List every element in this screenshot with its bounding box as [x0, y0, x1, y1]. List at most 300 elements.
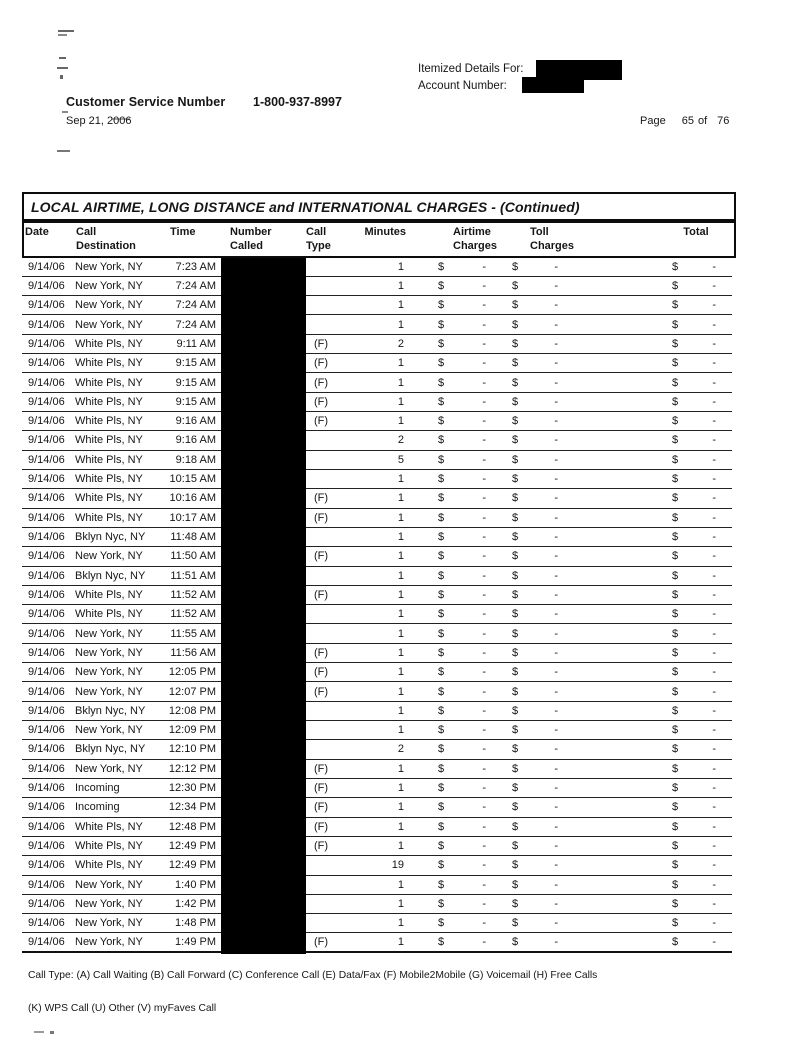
cell-date: 9/14/06 [28, 627, 65, 640]
total-amount: - [712, 531, 716, 544]
currency-symbol: $ [512, 415, 519, 428]
currency-symbol: $ [438, 260, 445, 273]
airtime-amount: - [482, 434, 486, 447]
cell-toll-charges [512, 299, 558, 311]
table-row [22, 895, 732, 914]
cell-toll-charges [512, 319, 558, 331]
currency-symbol: $ [438, 357, 445, 370]
cell-date: 9/14/06 [28, 337, 65, 350]
table-row [22, 663, 732, 682]
cell-call-type: (F) [314, 666, 329, 679]
cell-airtime-charges [438, 550, 486, 562]
cell-total [672, 628, 716, 640]
header-minutes: Minutes [364, 226, 406, 238]
cell-toll-charges [512, 628, 558, 640]
cell-total [672, 512, 716, 524]
currency-symbol: $ [512, 840, 519, 853]
cell-time: 1:42 PM [175, 897, 216, 910]
cell-total [672, 763, 716, 775]
currency-symbol: $ [512, 820, 519, 833]
currency-symbol: $ [512, 588, 519, 601]
cell-destination: White Pls, NY [75, 415, 143, 428]
table-row [22, 431, 732, 450]
toll-amount: - [554, 337, 558, 350]
cell-toll-charges [512, 686, 558, 698]
toll-amount: - [554, 588, 558, 601]
table-row [22, 760, 732, 779]
toll-amount: - [554, 415, 558, 428]
currency-symbol: $ [672, 917, 679, 930]
toll-amount: - [554, 685, 558, 698]
cell-total [672, 473, 716, 485]
toll-amount: - [554, 453, 558, 466]
airtime-amount: - [482, 685, 486, 698]
airtime-amount: - [482, 337, 486, 350]
cell-call-type: (F) [314, 588, 329, 601]
cell-minutes: 2 [397, 743, 404, 756]
cell-call-type: (F) [314, 357, 329, 370]
table-row [22, 393, 732, 412]
cell-airtime-charges [438, 647, 486, 659]
cell-destination: White Pls, NY [75, 395, 143, 408]
cell-time: 11:52 AM [170, 588, 216, 601]
cell-destination: White Pls, NY [75, 337, 143, 350]
toll-amount: - [554, 492, 558, 505]
cell-toll-charges [512, 589, 558, 601]
cell-airtime-charges [438, 763, 486, 775]
cell-toll-charges [512, 782, 558, 794]
currency-symbol: $ [672, 859, 679, 872]
currency-symbol: $ [512, 569, 519, 582]
cell-destination: White Pls, NY [75, 473, 143, 486]
cell-airtime-charges [438, 917, 486, 929]
cell-destination: White Pls, NY [75, 357, 143, 370]
table-row [22, 702, 732, 721]
cell-date: 9/14/06 [28, 299, 65, 312]
page-indicator [640, 115, 729, 127]
table-row [22, 354, 732, 373]
cell-airtime-charges [438, 473, 486, 485]
currency-symbol: $ [438, 279, 445, 292]
airtime-amount: - [482, 588, 486, 601]
cell-airtime-charges [438, 531, 486, 543]
cell-minutes: 1 [397, 897, 404, 910]
cell-time: 12:08 PM [168, 704, 216, 717]
table-row [22, 258, 732, 277]
cell-airtime-charges [438, 454, 486, 466]
cell-minutes: 1 [397, 395, 404, 408]
cell-destination: White Pls, NY [75, 608, 143, 621]
table-row [22, 624, 732, 643]
cell-toll-charges [512, 859, 558, 871]
cell-total [672, 879, 716, 891]
cell-toll-charges [512, 280, 558, 292]
cell-call-type: (F) [314, 337, 329, 350]
currency-symbol: $ [672, 820, 679, 833]
airtime-amount: - [482, 897, 486, 910]
cell-toll-charges [512, 338, 558, 350]
cell-destination: Incoming [75, 782, 120, 795]
currency-symbol: $ [512, 395, 519, 408]
toll-amount: - [554, 279, 558, 292]
toll-amount: - [554, 878, 558, 891]
cell-airtime-charges [438, 879, 486, 891]
customer-service-number: 1-800-937-8997 [253, 95, 342, 109]
airtime-amount: - [482, 704, 486, 717]
total-amount: - [712, 608, 716, 621]
currency-symbol: $ [672, 376, 679, 389]
cell-minutes: 1 [397, 357, 404, 370]
table-row [22, 914, 732, 933]
cell-date: 9/14/06 [28, 260, 65, 273]
currency-symbol: $ [672, 840, 679, 853]
toll-amount: - [554, 627, 558, 640]
cell-destination: New York, NY [75, 762, 143, 775]
cell-total [672, 705, 716, 717]
airtime-amount: - [482, 357, 486, 370]
cell-airtime-charges [438, 782, 486, 794]
table-row [22, 547, 732, 566]
scan-artifact [58, 30, 74, 32]
cell-date: 9/14/06 [28, 685, 65, 698]
cell-call-type: (F) [314, 550, 329, 563]
cell-minutes: 19 [391, 859, 404, 872]
table-row [22, 682, 732, 701]
cell-airtime-charges [438, 357, 486, 369]
table-row [22, 412, 732, 431]
cell-destination: New York, NY [75, 936, 143, 949]
cell-destination: New York, NY [75, 897, 143, 910]
cell-minutes: 1 [397, 531, 404, 544]
toll-amount: - [554, 743, 558, 756]
airtime-amount: - [482, 936, 486, 949]
cell-airtime-charges [438, 628, 486, 640]
currency-symbol: $ [512, 299, 519, 312]
customer-service-label: Customer Service Number [66, 95, 226, 109]
cell-total [672, 434, 716, 446]
currency-symbol: $ [672, 724, 679, 737]
cell-time: 12:09 PM [168, 724, 216, 737]
total-amount: - [712, 453, 716, 466]
total-amount: - [712, 820, 716, 833]
currency-symbol: $ [438, 531, 445, 544]
currency-symbol: $ [672, 627, 679, 640]
currency-symbol: $ [438, 492, 445, 505]
airtime-amount: - [482, 260, 486, 273]
cell-destination: Bklyn Nyc, NY [75, 743, 146, 756]
cell-destination: New York, NY [75, 724, 143, 737]
currency-symbol: $ [672, 318, 679, 331]
currency-symbol: $ [512, 878, 519, 891]
airtime-amount: - [482, 531, 486, 544]
statement-date: Sep 21, 2006 [66, 115, 132, 127]
total-amount: - [712, 724, 716, 737]
cell-toll-charges [512, 879, 558, 891]
currency-symbol: $ [672, 666, 679, 679]
cell-total [672, 801, 716, 813]
cell-minutes: 1 [397, 550, 404, 563]
table-row [22, 489, 732, 508]
cell-total [672, 492, 716, 504]
currency-symbol: $ [438, 801, 445, 814]
cell-destination: White Pls, NY [75, 840, 143, 853]
cell-date: 9/14/06 [28, 936, 65, 949]
cell-destination: New York, NY [75, 685, 143, 698]
cell-total [672, 550, 716, 562]
cell-airtime-charges [438, 666, 486, 678]
currency-symbol: $ [512, 917, 519, 930]
table-title: LOCAL AIRTIME, LONG DISTANCE and INTERNATIONAL CHARGES - (Continued) [31, 198, 580, 215]
cell-toll-charges [512, 261, 558, 273]
cell-time: 10:17 AM [169, 511, 216, 524]
cell-destination: White Pls, NY [75, 453, 143, 466]
cell-date: 9/14/06 [28, 453, 65, 466]
cell-date: 9/14/06 [28, 666, 65, 679]
currency-symbol: $ [672, 434, 679, 447]
cell-toll-charges [512, 917, 558, 929]
cell-time: 7:24 AM [175, 279, 216, 292]
airtime-amount: - [482, 782, 486, 795]
currency-symbol: $ [438, 511, 445, 524]
cell-date: 9/14/06 [28, 646, 65, 659]
currency-symbol: $ [438, 627, 445, 640]
currency-symbol: $ [438, 588, 445, 601]
cell-date: 9/14/06 [28, 840, 65, 853]
cell-date: 9/14/06 [28, 801, 65, 814]
cell-total [672, 377, 716, 389]
total-amount: - [712, 685, 716, 698]
cell-destination: Incoming [75, 801, 120, 814]
currency-symbol: $ [438, 840, 445, 853]
scan-artifact [57, 150, 70, 152]
cell-total [672, 261, 716, 273]
cell-date: 9/14/06 [28, 569, 65, 582]
currency-symbol: $ [438, 376, 445, 389]
airtime-amount: - [482, 318, 486, 331]
cell-toll-charges [512, 434, 558, 446]
airtime-amount: - [482, 859, 486, 872]
cell-toll-charges [512, 666, 558, 678]
currency-symbol: $ [512, 762, 519, 775]
currency-symbol: $ [512, 318, 519, 331]
airtime-amount: - [482, 415, 486, 428]
table-row [22, 567, 732, 586]
currency-symbol: $ [512, 434, 519, 447]
cell-destination: White Pls, NY [75, 511, 143, 524]
currency-symbol: $ [512, 531, 519, 544]
cell-date: 9/14/06 [28, 878, 65, 891]
toll-amount: - [554, 318, 558, 331]
scan-artifact [57, 67, 68, 69]
cell-total [672, 608, 716, 620]
cell-call-type: (F) [314, 395, 329, 408]
currency-symbol: $ [512, 666, 519, 679]
total-amount: - [712, 415, 716, 428]
cell-time: 12:49 PM [168, 859, 216, 872]
cell-date: 9/14/06 [28, 318, 65, 331]
cell-time: 12:12 PM [168, 762, 216, 775]
cell-time: 11:56 AM [170, 646, 216, 659]
cell-airtime-charges [438, 608, 486, 620]
cell-total [672, 319, 716, 331]
cell-time: 12:30 PM [168, 782, 216, 795]
currency-symbol: $ [672, 878, 679, 891]
total-amount: - [712, 917, 716, 930]
currency-symbol: $ [512, 782, 519, 795]
cell-toll-charges [512, 898, 558, 910]
cell-minutes: 1 [397, 704, 404, 717]
cell-total [672, 724, 716, 736]
total-amount: - [712, 743, 716, 756]
currency-symbol: $ [438, 743, 445, 756]
cell-date: 9/14/06 [28, 473, 65, 486]
cell-airtime-charges [438, 338, 486, 350]
cell-minutes: 1 [397, 511, 404, 524]
scan-artifact [60, 75, 63, 79]
cell-date: 9/14/06 [28, 357, 65, 370]
table-header-row [22, 221, 736, 258]
airtime-amount: - [482, 724, 486, 737]
airtime-amount: - [482, 569, 486, 582]
cell-airtime-charges [438, 686, 486, 698]
table-row [22, 335, 732, 354]
currency-symbol: $ [438, 936, 445, 949]
currency-symbol: $ [672, 531, 679, 544]
currency-symbol: $ [672, 569, 679, 582]
toll-amount: - [554, 666, 558, 679]
toll-amount: - [554, 299, 558, 312]
cell-total [672, 782, 716, 794]
cell-total [672, 338, 716, 350]
toll-amount: - [554, 260, 558, 273]
toll-amount: - [554, 473, 558, 486]
cell-destination: New York, NY [75, 666, 143, 679]
cell-time: 12:34 PM [168, 801, 216, 814]
currency-symbol: $ [512, 859, 519, 872]
cell-toll-charges [512, 531, 558, 543]
toll-amount: - [554, 917, 558, 930]
total-amount: - [712, 936, 716, 949]
total-amount: - [712, 646, 716, 659]
airtime-amount: - [482, 550, 486, 563]
total-amount: - [712, 337, 716, 350]
cell-total [672, 821, 716, 833]
cell-toll-charges [512, 357, 558, 369]
cell-toll-charges [512, 454, 558, 466]
cell-airtime-charges [438, 512, 486, 524]
currency-symbol: $ [672, 782, 679, 795]
currency-symbol: $ [438, 473, 445, 486]
total-amount: - [712, 897, 716, 910]
header-call-destination: Call Destination [76, 226, 136, 252]
toll-amount: - [554, 357, 558, 370]
airtime-amount: - [482, 743, 486, 756]
currency-symbol: $ [438, 762, 445, 775]
cell-date: 9/14/06 [28, 743, 65, 756]
cell-call-type: (F) [314, 782, 329, 795]
currency-symbol: $ [438, 453, 445, 466]
table-row [22, 721, 732, 740]
cell-toll-charges [512, 801, 558, 813]
cell-minutes: 1 [397, 936, 404, 949]
cell-toll-charges [512, 570, 558, 582]
airtime-amount: - [482, 395, 486, 408]
page-of-label: of [697, 115, 708, 127]
cell-minutes: 1 [397, 492, 404, 505]
cell-airtime-charges [438, 415, 486, 427]
airtime-amount: - [482, 279, 486, 292]
cell-date: 9/14/06 [28, 376, 65, 389]
currency-symbol: $ [672, 492, 679, 505]
cell-call-type: (F) [314, 936, 329, 949]
cell-destination: New York, NY [75, 260, 143, 273]
currency-symbol: $ [438, 685, 445, 698]
airtime-amount: - [482, 801, 486, 814]
cell-date: 9/14/06 [28, 531, 65, 544]
currency-symbol: $ [438, 878, 445, 891]
cell-time: 9:11 AM [176, 337, 216, 350]
currency-symbol: $ [438, 299, 445, 312]
total-amount: - [712, 357, 716, 370]
cell-total [672, 299, 716, 311]
cell-destination: New York, NY [75, 299, 143, 312]
toll-amount: - [554, 550, 558, 563]
cell-airtime-charges [438, 377, 486, 389]
cell-total [672, 917, 716, 929]
cell-destination: New York, NY [75, 878, 143, 891]
header-airtime-charges: Airtime Charges [453, 226, 498, 252]
cell-toll-charges [512, 705, 558, 717]
currency-symbol: $ [438, 395, 445, 408]
scan-artifact [59, 57, 66, 59]
table-row [22, 837, 732, 856]
cell-destination: New York, NY [75, 550, 143, 563]
currency-symbol: $ [512, 627, 519, 640]
cell-minutes: 2 [397, 337, 404, 350]
cell-toll-charges [512, 743, 558, 755]
currency-symbol: $ [672, 357, 679, 370]
cell-destination: White Pls, NY [75, 859, 143, 872]
call-type-legend-line2: (K) WPS Call (U) Other (V) myFaves Call [28, 1003, 217, 1014]
total-amount: - [712, 801, 716, 814]
cell-time: 9:16 AM [175, 434, 216, 447]
cell-call-type: (F) [314, 492, 329, 505]
cell-toll-charges [512, 647, 558, 659]
currency-symbol: $ [512, 492, 519, 505]
airtime-amount: - [482, 473, 486, 486]
total-amount: - [712, 395, 716, 408]
currency-symbol: $ [672, 453, 679, 466]
cell-date: 9/14/06 [28, 511, 65, 524]
cell-time: 12:05 PM [168, 666, 216, 679]
total-amount: - [712, 473, 716, 486]
cell-destination: White Pls, NY [75, 434, 143, 447]
currency-symbol: $ [672, 337, 679, 350]
table-row [22, 856, 732, 875]
currency-symbol: $ [672, 588, 679, 601]
cell-total [672, 666, 716, 678]
cell-toll-charges [512, 492, 558, 504]
cell-total [672, 357, 716, 369]
airtime-amount: - [482, 646, 486, 659]
total-amount: - [712, 492, 716, 505]
currency-symbol: $ [438, 917, 445, 930]
table-row [22, 933, 732, 952]
currency-symbol: $ [672, 743, 679, 756]
total-amount: - [712, 666, 716, 679]
toll-amount: - [554, 897, 558, 910]
currency-symbol: $ [672, 511, 679, 524]
